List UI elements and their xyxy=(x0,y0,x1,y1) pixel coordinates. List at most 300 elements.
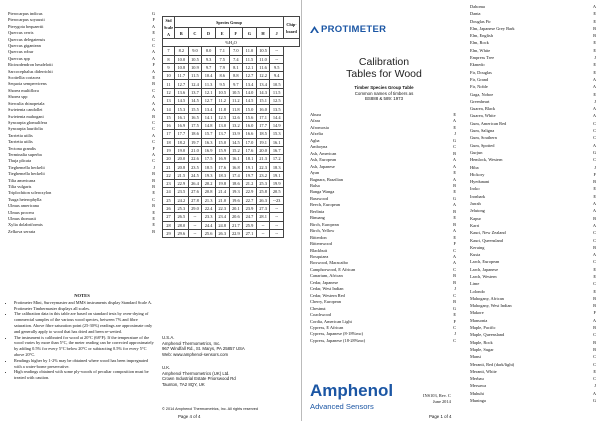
table-cell: 16.9 xyxy=(215,155,229,163)
document-subtitle: Timber Species Group Table Common names of timbers as BS888 & 589: 1973 xyxy=(354,85,414,101)
table-row xyxy=(163,213,300,221)
species-group: F xyxy=(453,318,456,324)
table-cell: 13.7 xyxy=(215,130,229,138)
species-name: Meranti, White xyxy=(470,368,497,374)
table-cell: 20.8 xyxy=(175,163,189,171)
species-group: B xyxy=(593,346,596,352)
table-cell: 18.6 xyxy=(229,180,243,188)
species-name: Afzelia xyxy=(310,131,323,137)
table-cell: 16 xyxy=(163,121,175,129)
species-group: E xyxy=(453,312,456,318)
species-group: J xyxy=(454,131,456,137)
species-row xyxy=(470,331,596,338)
species-name: Ulmus procera xyxy=(8,209,34,215)
table-cell: 14.0 xyxy=(243,88,257,96)
table-cell: 15.9 xyxy=(215,146,229,154)
table-cell: 21.4 xyxy=(215,188,229,196)
table-cell: 23 xyxy=(163,180,175,188)
table-cell: 22.3 xyxy=(215,204,229,212)
species-group: C xyxy=(593,332,596,338)
species-name: Amboyna xyxy=(310,144,328,150)
species-group: C xyxy=(593,120,596,126)
table-cell: 22 xyxy=(163,171,175,179)
table-cell: 21.3 xyxy=(202,196,216,204)
table-row xyxy=(163,72,300,80)
table-cell: --23 xyxy=(270,196,284,204)
species-group: F xyxy=(152,17,155,23)
table-cell: 26.4 xyxy=(188,180,202,188)
table-cell: 13.4 xyxy=(256,80,270,88)
species-group: B xyxy=(453,273,456,279)
table-cell: 19.7 xyxy=(188,138,202,146)
species-name: Basswood xyxy=(310,195,329,201)
species-group: A xyxy=(592,113,596,119)
table-cell: 27.8 xyxy=(188,196,202,204)
species-name: Birch, Yellow xyxy=(310,228,335,234)
table-cell: 19 xyxy=(163,146,175,154)
group-col-header: H xyxy=(256,28,270,39)
table-cell: 15.6 xyxy=(243,113,257,121)
species-name: Zelkova serrata xyxy=(8,228,36,234)
species-name: Cedar, West Indian xyxy=(310,286,344,292)
group-col-header: F xyxy=(229,28,243,39)
species-row xyxy=(470,32,596,39)
species-group: C xyxy=(453,324,456,330)
species-group: A xyxy=(151,100,155,106)
species-name: Larch, European xyxy=(470,259,500,265)
species-name: Karri xyxy=(470,222,480,228)
species-row xyxy=(470,353,596,360)
table-cell: 16.0 xyxy=(243,121,257,129)
table-cell: 16.6 xyxy=(243,130,257,138)
species-name: Quercus gigantean xyxy=(8,43,41,49)
species-row xyxy=(470,120,596,127)
table-cell: 23.5 xyxy=(175,188,189,196)
species-name: Gaga, Noboe xyxy=(470,91,494,97)
table-cell: 14.9 xyxy=(270,121,284,129)
species-row xyxy=(470,3,596,10)
species-name: Gum, Spotted xyxy=(470,142,495,148)
table-cell: 18.2 xyxy=(175,138,189,146)
species-group: E xyxy=(453,234,456,240)
species-name: Danta xyxy=(470,11,481,17)
species-group: E xyxy=(152,30,155,36)
species-name: Mahogany, West Indian xyxy=(470,303,512,309)
species-group: A xyxy=(151,55,155,61)
species-group: E xyxy=(593,62,596,68)
species-group: A xyxy=(452,157,456,163)
species-row xyxy=(470,98,596,105)
table-cell: 11.2 xyxy=(215,97,229,105)
table-cell: 12.7 xyxy=(202,97,216,105)
table-cell: 14.5 xyxy=(188,97,202,105)
species-name: Ulmus americana xyxy=(8,203,39,209)
table-cell: 11.7 xyxy=(175,72,189,80)
table-cell: 12.2 xyxy=(256,72,270,80)
table-cell: 18 xyxy=(163,138,175,146)
species-list xyxy=(8,11,155,235)
table-cell: 10.5 xyxy=(229,88,243,96)
species-name: Ulmus thomasii xyxy=(8,216,36,221)
species-row xyxy=(470,25,596,32)
species-group: E xyxy=(152,216,155,221)
species-name: Ekmedo xyxy=(470,62,485,68)
species-group: C xyxy=(593,376,596,382)
table-cell: 14 xyxy=(163,105,175,113)
species-group: C xyxy=(152,36,155,42)
notes xyxy=(8,293,156,381)
table-cell: 7.9 xyxy=(215,63,229,71)
table-cell: -- xyxy=(270,47,284,55)
table-cell: 19.3 xyxy=(229,188,243,196)
species-row xyxy=(470,149,596,156)
table-cell: 20.2 xyxy=(202,180,216,188)
species-name: Muhuhi xyxy=(470,390,484,396)
species-row xyxy=(470,382,596,389)
species-name: Gum, American Red xyxy=(470,120,507,126)
species-name: Gurjun xyxy=(470,149,483,155)
species-name: Tectona grandis xyxy=(8,145,36,151)
species-row xyxy=(470,346,596,353)
species-group: B xyxy=(593,25,596,31)
table-cell: 13.0 xyxy=(215,121,229,129)
species-group: C xyxy=(593,281,596,287)
species-name: Elm, White xyxy=(470,47,491,53)
table-cell: 16.1 xyxy=(175,113,189,121)
species-name: Cypress, Japanese (8-18%mc) xyxy=(310,331,364,337)
table-cell: 12.5 xyxy=(270,97,284,105)
table-cell: 23.3 xyxy=(202,213,216,221)
species-group: B xyxy=(593,33,596,39)
species-group: J xyxy=(454,331,456,337)
species-group: E xyxy=(593,91,596,97)
table-cell: 16.0 xyxy=(256,105,270,113)
species-group: A xyxy=(592,317,596,323)
species-row xyxy=(470,200,596,207)
species-group: B xyxy=(453,299,456,305)
species-name: Shorea multiflora xyxy=(8,87,39,93)
species-name: Afromosia xyxy=(310,124,329,130)
species-group: A xyxy=(151,94,155,100)
species-group: B xyxy=(593,339,596,345)
std-scale-header: Std Scale A xyxy=(163,18,174,37)
table-row xyxy=(163,221,300,229)
species-name: Dahoma xyxy=(470,4,485,9)
table-cell: -- xyxy=(270,221,284,229)
table-cell: 12.4 xyxy=(188,80,202,88)
address-line: Amphenol Thermometrics (UK) Ltd. xyxy=(162,370,230,376)
table-cell: 25.9 xyxy=(243,221,257,229)
species-row xyxy=(470,390,596,397)
species-row xyxy=(470,251,596,258)
group-col-header: J xyxy=(270,28,284,39)
table-cell: 15.1 xyxy=(256,97,270,105)
species-group: A xyxy=(151,107,155,113)
species-row xyxy=(470,142,596,149)
table-cell: 17.4 xyxy=(229,171,243,179)
address-line: U.K. xyxy=(162,364,171,370)
table-cell: 21.2 xyxy=(243,180,257,188)
table-cell: 18.6 xyxy=(188,130,202,138)
species-name: Hickory xyxy=(470,171,485,177)
species-group: E xyxy=(593,193,596,199)
species-name: Merbau xyxy=(470,376,484,382)
species-name: Sequoia sempervirens xyxy=(8,81,47,87)
table-cell: 11.8 xyxy=(229,105,243,113)
table-cell: 8.2 xyxy=(175,47,189,55)
species-name: Banga Wanga xyxy=(310,189,335,195)
table-cell: 27.6 xyxy=(188,188,202,196)
species-group: G xyxy=(452,305,456,311)
species-name: Cedar, Western Red xyxy=(310,292,345,298)
species-name: Lolondo xyxy=(470,288,485,294)
table-cell: 19.7 xyxy=(243,171,257,179)
species-name: Makore xyxy=(470,310,484,316)
species-group: A xyxy=(592,222,596,228)
species-name: Empress Tree xyxy=(470,55,495,61)
table-cell: 29.6 xyxy=(175,229,189,237)
species-group: B xyxy=(593,295,596,301)
table-cell: 13 xyxy=(163,97,175,105)
table-cell: 10.9 xyxy=(188,63,202,71)
species-name: Ash, Japanese xyxy=(310,163,335,169)
species-name: Binuang xyxy=(310,215,325,221)
species-group: A xyxy=(592,252,596,258)
table-cell: 13.6 xyxy=(175,88,189,96)
note-item: • The calibration data in this table are based on standard tests by oven-drying of commercial samples of the various wood species, between 7% and fibre saturation. Above fibre saturation point (25-30%) readings are approximate only and generally apply to wood that has dried and been re-wetted. xyxy=(14,311,156,334)
species-name: Afara xyxy=(310,118,320,124)
table-cell: 11.5 xyxy=(270,88,284,96)
species-name: Kapur xyxy=(470,215,481,221)
species-name: Hiba xyxy=(470,164,479,170)
table-cell: 26.3 xyxy=(215,229,229,237)
species-group: A xyxy=(151,151,155,157)
table-cell: 15.0 xyxy=(243,105,257,113)
species-group: E xyxy=(593,18,596,24)
species-group: E xyxy=(453,112,456,117)
table-cell: -- xyxy=(256,221,270,229)
table-row xyxy=(163,80,300,88)
species-row xyxy=(470,309,596,316)
species-name: Gum, Saligna xyxy=(470,128,495,134)
species-row xyxy=(470,10,596,17)
table-row xyxy=(163,196,300,204)
table-cell: 17 xyxy=(163,130,175,138)
table-row xyxy=(163,130,300,138)
table-cell: 23.5 xyxy=(188,163,202,171)
table-cell: 18.3 xyxy=(270,163,284,171)
species-name: Tilia vulgaris xyxy=(8,183,32,189)
unit-row: %H₂O xyxy=(163,39,300,47)
table-cell: 22.9 xyxy=(243,188,257,196)
species-name: Iroko xyxy=(470,186,480,192)
species-group: C xyxy=(152,43,155,49)
table-row xyxy=(163,88,300,96)
table-cell: 29.0 xyxy=(188,204,202,212)
table-cell: 7.5 xyxy=(215,55,229,63)
address-line: Crown Industrial Estate Priorswood Rd xyxy=(162,376,236,382)
species-group: A xyxy=(592,84,596,90)
species-name: Elm, English xyxy=(470,33,493,39)
species-row xyxy=(470,215,596,222)
species-name: Guarea, White xyxy=(470,113,496,119)
species-name: Hyedunani xyxy=(470,179,490,185)
species-name: Tarrietia utilis xyxy=(8,139,33,145)
table-cell: 26 xyxy=(163,204,175,212)
species-group: E xyxy=(593,47,596,53)
species-name: Ricinodendron heudelotii xyxy=(8,62,53,68)
table-cell: -- xyxy=(188,213,202,221)
table-cell: -- xyxy=(256,229,270,237)
species-row xyxy=(470,266,596,273)
table-cell: 18.5 xyxy=(202,163,216,171)
table-cell: 20.1 xyxy=(229,204,243,212)
note-item: • High readings obtained with some ply-woods of peculiar composition must be treated with caution. xyxy=(14,369,156,381)
table-cell: -- xyxy=(270,55,284,63)
species-name: Sterculia rhinopetala xyxy=(8,100,45,106)
species-name: Triplochiton scleroxylon xyxy=(8,190,52,196)
table-cell: 18.3 xyxy=(215,171,229,179)
species-group: G xyxy=(452,195,456,201)
species-name: Maple, Pacific xyxy=(470,325,496,331)
table-cell: 14.8 xyxy=(202,121,216,129)
table-cell: 10.5 xyxy=(270,80,284,88)
table-row xyxy=(163,188,300,196)
species-group: B xyxy=(453,221,456,227)
table-cell: 15.5 xyxy=(188,105,202,113)
species-name: Cypress, E African xyxy=(310,324,344,330)
species-row xyxy=(470,156,596,163)
table-row xyxy=(163,55,300,63)
table-cell: 29 xyxy=(163,229,175,237)
table-cell: 25 xyxy=(163,196,175,204)
species-group: A xyxy=(452,228,456,234)
species-name: Mansonia xyxy=(470,317,488,323)
table-cell: 17.6 xyxy=(215,163,229,171)
species-row xyxy=(470,171,596,178)
species-name: Larch, Japanese xyxy=(470,266,499,272)
table-cell: 22.4 xyxy=(202,204,216,212)
species-name: Sarcocephalus diderrichii xyxy=(8,68,53,74)
species-name: Camphorwood, E African xyxy=(310,266,356,272)
page-number-right: Page 1 of 4 xyxy=(429,414,452,419)
species-name: Beech, European xyxy=(310,202,340,208)
document-id: INS103, Rev. C June 2014 xyxy=(423,393,451,404)
species-group: C xyxy=(152,158,155,164)
species-name: Ironbark xyxy=(470,193,486,199)
species-group: J xyxy=(454,286,456,292)
table-cell: 15.2 xyxy=(229,146,243,154)
table-cell: 14.1 xyxy=(202,113,216,121)
species-group: F xyxy=(152,62,155,68)
table-cell: 16.3 xyxy=(202,138,216,146)
species-row xyxy=(310,338,456,344)
table-cell: 14.5 xyxy=(175,97,189,105)
species-group: A xyxy=(452,202,456,208)
address-line: U.S.A. xyxy=(162,335,175,340)
species-name: Fir, Douglas xyxy=(470,69,492,75)
species-name: Balsa xyxy=(310,182,320,188)
table-cell: 16.7 xyxy=(270,146,284,154)
species-row xyxy=(470,273,596,280)
species-name: Guarea, Black xyxy=(470,106,496,112)
species-group: B xyxy=(593,325,596,331)
species-group: A xyxy=(592,76,596,82)
species-row xyxy=(470,127,596,134)
table-cell: 17.5 xyxy=(202,155,216,163)
species-name: Kauri, Queensland xyxy=(470,237,503,243)
species-group: E xyxy=(593,288,596,294)
table-cell: 17.6 xyxy=(243,146,257,154)
species-group: J xyxy=(594,98,596,104)
species-name: Douglas Fir xyxy=(470,18,491,24)
species-row xyxy=(470,164,596,171)
table-row xyxy=(163,204,300,212)
species-name: Scottellia coriacea xyxy=(8,75,41,81)
table-cell: 9.4 xyxy=(270,72,284,80)
species-list-common-1 xyxy=(310,112,456,344)
species-row xyxy=(470,244,596,251)
species-row xyxy=(470,207,596,214)
species-group: B xyxy=(152,228,155,234)
species-group: C xyxy=(453,266,456,272)
table-row xyxy=(163,63,300,71)
species-name: Larch, Western xyxy=(470,273,497,279)
table-cell: 14.3 xyxy=(256,88,270,96)
species-name: Muninga xyxy=(470,398,486,404)
species-name: Ayan xyxy=(310,170,320,176)
table-row xyxy=(163,155,300,163)
table-cell: 20 xyxy=(163,155,175,163)
species-name: Swietenia candollei xyxy=(8,107,43,113)
table-cell: 8 xyxy=(163,55,175,63)
species-name: Xylia dolabriformis xyxy=(8,222,43,228)
species-group: J xyxy=(153,164,155,170)
table-cell: 9.5 xyxy=(215,80,229,88)
species-name: Tilia americana xyxy=(8,177,36,183)
species-group: C xyxy=(593,354,596,360)
table-cell: 12.7 xyxy=(175,80,189,88)
table-cell: 8.0 xyxy=(202,47,216,55)
species-row xyxy=(470,229,596,236)
table-cell: 21 xyxy=(163,163,175,171)
address-line: Taunton, TA2 8QY, UK xyxy=(162,381,205,387)
species-group: B xyxy=(152,113,155,119)
species-group: E xyxy=(593,40,596,46)
species-name: Keruing xyxy=(470,244,485,250)
table-cell: 10.5 xyxy=(215,88,229,96)
table-cell: 9.7 xyxy=(202,63,216,71)
species-group: C xyxy=(453,337,456,343)
table-cell: 10.0 xyxy=(175,55,189,63)
table-cell: 19.6 xyxy=(229,196,243,204)
table-cell: -- xyxy=(188,221,202,229)
species-row xyxy=(470,361,596,368)
species-group: C xyxy=(593,237,596,243)
table-cell: 23.9 xyxy=(243,204,257,212)
species-name: Ash, American xyxy=(310,150,337,156)
species-group: C xyxy=(593,230,596,236)
table-row xyxy=(163,229,300,237)
species-group: E xyxy=(593,69,596,75)
species-group: A xyxy=(592,4,596,9)
species-row xyxy=(470,112,596,119)
species-row xyxy=(470,105,596,112)
species-row xyxy=(470,237,596,244)
species-name: Berlinia xyxy=(310,208,325,214)
species-name: Pterocarpus indicus xyxy=(8,11,43,16)
species-group: E xyxy=(453,215,456,221)
